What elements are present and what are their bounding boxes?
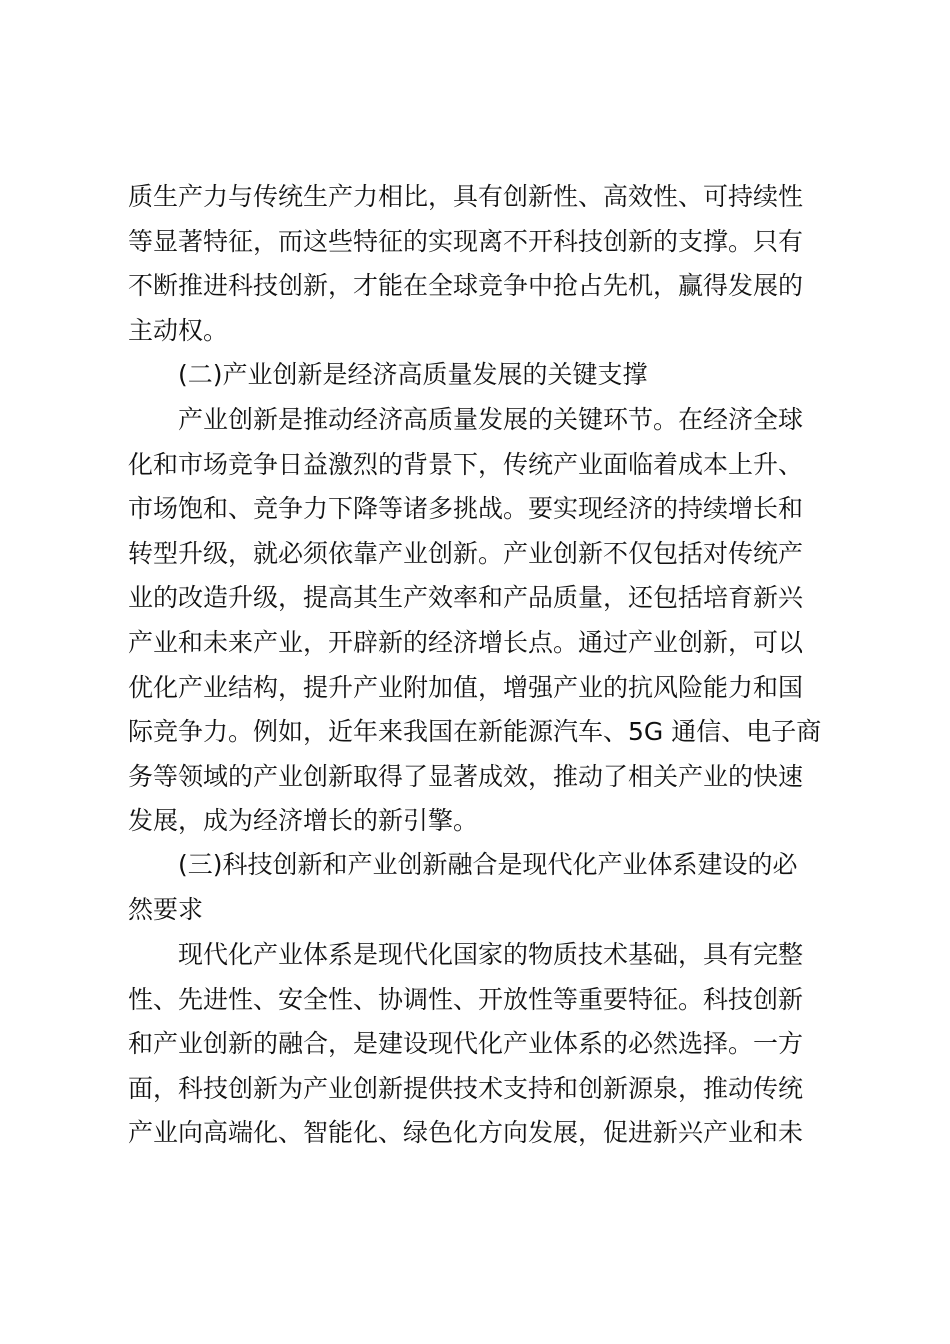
- text-line: 转型升级，就必须依靠产业创新。产业创新不仅包括对传统产: [128, 538, 804, 568]
- paragraph-continued: [128, 175, 828, 353]
- paragraph-modern-industry-system: [128, 933, 828, 1156]
- text-line: 优化产业结构，提升产业附加值，增强产业的抗风险能力和国: [128, 672, 804, 702]
- text-line: 市场饱和、竞争力下降等诸多挑战。要实现经济的持续增长和: [128, 494, 804, 524]
- text-line: 不断推进科技创新，才能在全球竞争中抢占先机，赢得发展的: [128, 271, 804, 301]
- text-line: 产业向高端化、智能化、绿色化方向发展，促进新兴产业和未: [128, 1118, 804, 1148]
- section-heading-3: [128, 843, 828, 932]
- text-line: 面，科技创新为产业创新提供技术支持和创新源泉，推动传统: [128, 1073, 804, 1103]
- paragraph-industry-innovation: [128, 398, 828, 844]
- text-line: 业的改造升级，提高其生产效率和产品质量，还包括培育新兴: [128, 583, 804, 613]
- text-line: 性、先进性、安全性、协调性、开放性等重要特征。科技创新: [128, 984, 804, 1014]
- section-heading-2: [128, 353, 828, 398]
- text-line: 和产业创新的融合，是建设现代化产业体系的必然选择。一方: [128, 1029, 804, 1059]
- text-line: 化和市场竞争日益激烈的背景下，传统产业面临着成本上升、: [128, 449, 804, 479]
- text-line: 质生产力与传统生产力相比，具有创新性、高效性、可持续性: [128, 182, 804, 211]
- heading-line: (三)科技创新和产业创新融合是现代化产业体系建设的必: [178, 850, 798, 879]
- text-line: 际竞争力。例如，近年来我国在新能源汽车、5G 通信、电子商: [128, 717, 822, 747]
- heading-line: (二)产业创新是经济高质量发展的关键支撑: [178, 360, 648, 389]
- text-line: 务等领域的产业创新取得了显著成效，推动了相关产业的快速: [128, 761, 804, 791]
- text-line: 发展，成为经济增长的新引擎。: [128, 806, 479, 836]
- text-line: 产业和未来产业，开辟新的经济增长点。通过产业创新，可以: [128, 627, 804, 657]
- text-line: 产业创新是推动经济高质量发展的关键环节。在经济全球: [178, 405, 804, 434]
- heading-line: 然要求: [128, 894, 204, 924]
- text-line: 现代化产业体系是现代化国家的物质技术基础，具有完整: [178, 940, 804, 969]
- text-line: 主动权。: [128, 315, 229, 345]
- text-line: 等显著特征，而这些特征的实现离不开科技创新的支撑。只有: [128, 226, 804, 256]
